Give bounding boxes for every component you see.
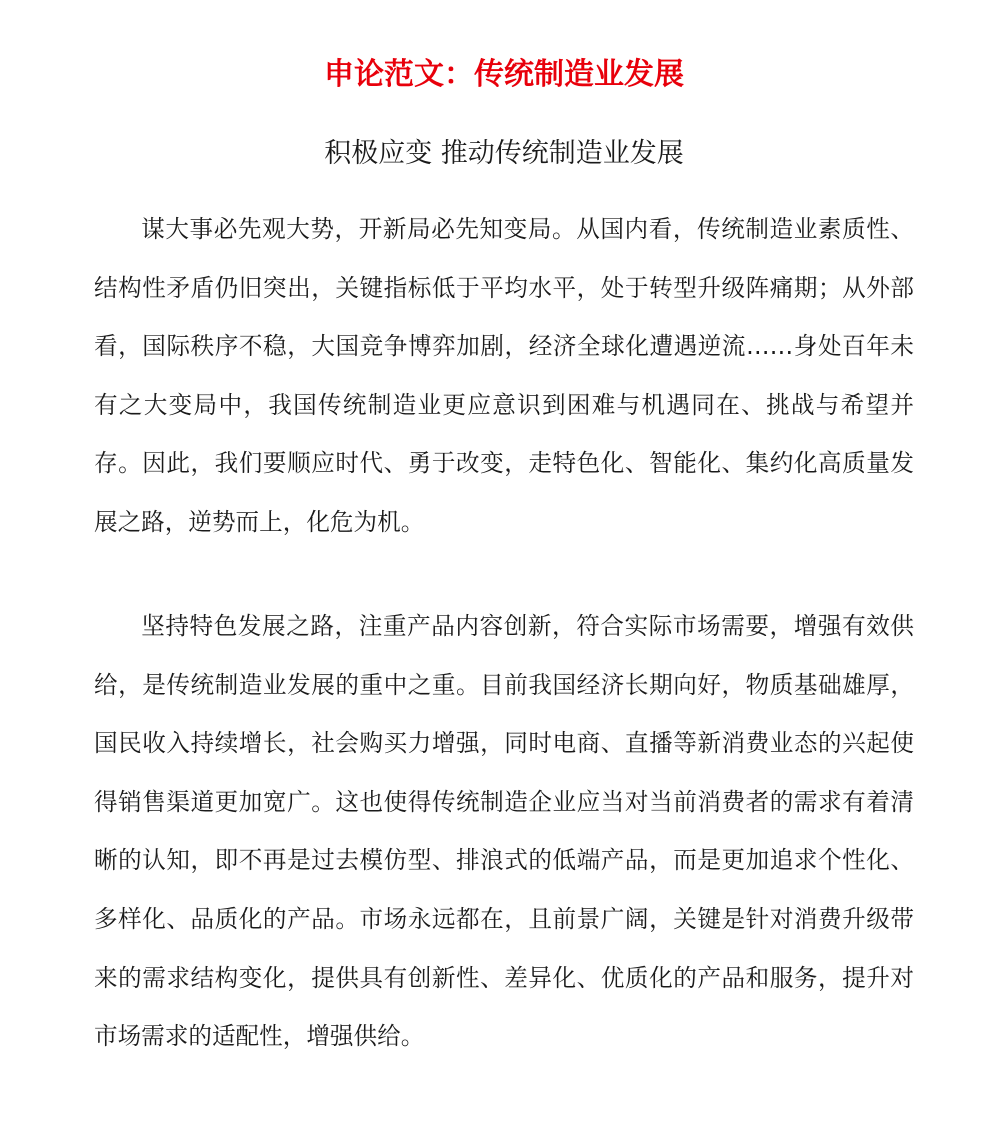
body-paragraph: 谋大事必先观大势，开新局必先知变局。从国内看，传统制造业素质性、结构性矛盾仍旧突出，关键指标低于平均水平，处于转型升级阵痛期；从外部看，国际秩序不稳，大国竞争博弈加剧，经济全球化遭遇逆流……身处百年未有之大变局中，我国传统制造业更应意识到困难与机遇同在、挑战与希望并存。因此，我们要顺应时代、勇于改变，走特色化、智能化、集约化高质量发展之路，逆势而上，化危为机。	[94, 215, 914, 536]
body-paragraph: 坚持特色发展之路，注重产品内容创新，符合实际市场需要，增强有效供给，是传统制造业发展的重中之重。目前我国经济长期向好，物质基础雄厚，国民收入持续增长，社会购买力增强，同时电商、直播等新消费业态的兴起使得销售渠道更加宽广。这也使得传统制造企业应当对当前消费者的需求有着清晰的认知，即不再是过去模仿型、排浪式的低端产品，而是更加追求个性化、多样化、品质化的产品。市场永远都在，且前景广阔，关键是针对消费升级带来的需求结构变化，提供具有创新性、差异化、优质化的产品和服务，提升对市场需求的适配性，增强供给。	[94, 612, 914, 1051]
document-title: 申论范文：传统制造业发展	[324, 57, 684, 92]
document-subtitle: 积极应变 推动传统制造业发展	[324, 138, 684, 169]
